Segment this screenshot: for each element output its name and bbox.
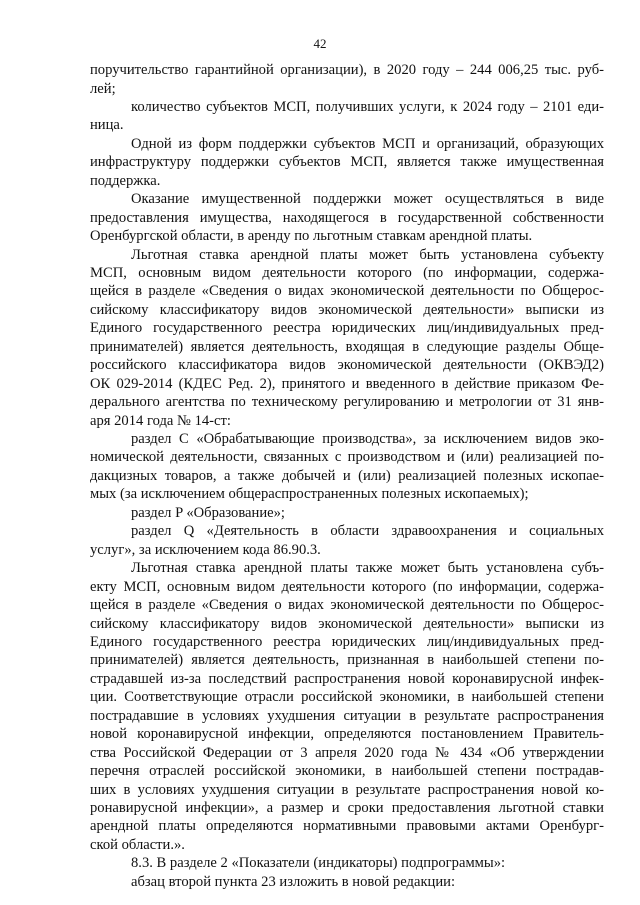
text-line: Единого государственного реестра юридических лиц/индивидуальных пред- [90,633,604,650]
text-line: ОК 029-2014 (КДЕС Ред. 2), принятого и введенного в действие приказом Фе- [90,375,604,392]
text-line: страдавшей из-за последствий распространения новой коронавирусной инфек- [90,670,604,687]
text-line: перечня отраслей российской экономики, в наибольшей степени пострадав- [90,763,604,780]
text-line: раздел Q «Деятельность в области здравоохранения и социальных [131,523,604,540]
text-line: номической деятельности, связанных с производством и (или) реализацией по- [90,449,604,466]
text-line: МСП, основным видом деятельности которого (по информации, содержа- [90,264,604,281]
text-line: Единого государственного реестра юридических лиц/индивидуальных пред- [90,320,604,337]
text-line: сийскому классификатору видов экономической деятельности» выписки из [90,615,604,632]
text-line: щейся в разделе «Сведения о видах экономической деятельности по Общерос- [90,597,604,613]
text-line: щейся в разделе «Сведения о видах экономической деятельности по Общерос- [90,283,604,300]
text-line: предоставления имущества, находящегося в государственной собственности [90,209,604,226]
text-line: услуг», за исключением кода 86.90.3. [90,541,321,558]
text-line: принимателей) является деятельность, входящая в следующие разделы Обще- [90,338,604,355]
text-line: абзац второй пункта 23 изложить в новой редакции: [131,873,456,890]
text-line: Одной из форм поддержки субъектов МСП и организаций, образующих [131,135,604,152]
text-line: ших в условиях ухудшения ситуации в результате распространения новой ко- [90,781,604,798]
text-line: инфраструктуру поддержки субъектов МСП, является также имущественная [90,154,604,171]
text-line: аря 2014 года № 14-ст: [90,412,231,429]
text-line: лей; [90,80,116,97]
text-line: ронавирусной инфекции», а размер и сроки предоставления льготной ставки [90,800,604,816]
text-line: ница. [90,117,124,134]
text-line: дерального агентства по техническому регулированию и метрологии от 31 янв- [90,394,604,411]
text-line: пострадавшие в условиях ухудшения ситуации в результате распространения [90,707,604,724]
text-line: ской области.». [90,836,185,853]
text-line: Оренбургской области, в аренду по льготным ставкам арендной платы. [90,228,533,244]
text-line: количество субъектов МСП, получивших услуги, к 2024 году – 2101 еди- [131,98,604,115]
text-line: сийскому классификатору видов экономической деятельности» выписки из [90,301,604,318]
text-line: поддержка. [90,172,161,189]
text-line: арендной платы определяются нормативными правовыми актами Оренбург- [90,818,604,835]
text-line: мых (за исключением общераспространенных полезных ископаемых); [90,486,529,503]
text-line: Льготная ставка арендной платы также может быть установлена субъ- [131,560,604,577]
text-line: екту МСП, основным видом деятельности которого (по информации, содержа- [90,578,604,595]
text-line: Оказание имущественной поддержки может осуществляться в виде [131,191,604,208]
text-line: ции. Соответствующие отрасли российской экономики, в наибольшей степени [90,689,604,706]
text-line: Льготная ставка арендной платы может быть установлена субъекту [131,246,604,263]
text-line: дакцизных товаров, а также добычей и (или) реализацией полезных ископае- [90,467,604,484]
text-line: российского классификатора видов экономической деятельности (ОКВЭД2) [90,357,604,374]
text-line: принимателей) является деятельность, признанная в наибольшей степени по- [90,652,604,669]
text-line: раздел P «Образование»; [131,504,285,521]
text-line: раздел C «Обрабатывающие производства», за исключением видов эко- [131,431,604,447]
text-line: новой коронавирусной инфекции, определяются постановлением Правитель- [90,726,604,743]
page-number: 42 [313,36,327,51]
text-line: ства Российской Федерации от 3 апреля 2020 года № 434 «Об утверждении [90,744,604,761]
text-line: поручительство гарантийной организации), в 2020 году – 244 006,25 тыс. руб- [90,62,604,78]
text-line: 8.3. В разделе 2 «Показатели (индикаторы) подпрограммы»: [131,855,506,872]
